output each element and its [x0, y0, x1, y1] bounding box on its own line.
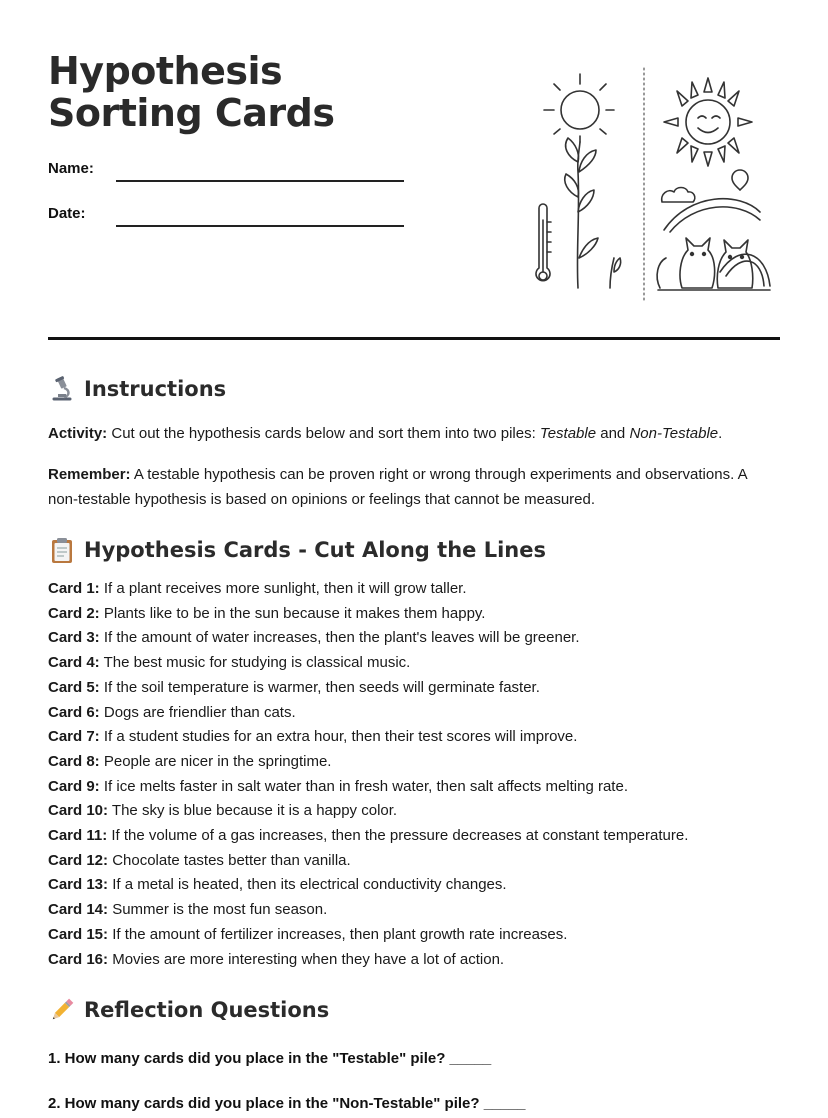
clipboard-icon [48, 536, 76, 564]
card-label: Card 13: [48, 876, 109, 894]
card-text: If a metal is heated, then its electrical conductivity changes. [108, 876, 507, 894]
list-item [48, 775, 780, 800]
cards-heading [48, 536, 546, 564]
sun-icon [544, 74, 614, 142]
list-item [48, 799, 780, 824]
card-text: If the amount of water increases, then the plant's leaves will be greener. [99, 629, 580, 647]
list-item [48, 577, 780, 602]
activity-period: . [718, 425, 723, 442]
instructions-heading-text: Instructions [84, 377, 227, 401]
cards-heading-text: Hypothesis Cards - Cut Along the Lines [84, 538, 546, 562]
list-item [48, 873, 780, 898]
worksheet-header [48, 50, 780, 340]
header-illustration [530, 62, 780, 304]
date-label: Date: [48, 205, 86, 222]
date-line [116, 225, 404, 227]
activity-paragraph [48, 421, 780, 446]
card-label: Card 8: [48, 752, 100, 770]
cloud-icon [662, 188, 695, 203]
hypothesis-card-list [48, 577, 780, 972]
card-text: If the amount of fertilizer increases, then plant growth rate increases. [108, 925, 568, 943]
card-label: Card 5: [48, 678, 100, 696]
list-item [48, 948, 780, 973]
card-label: Card 4: [48, 654, 100, 672]
card-text: Dogs are friendlier than cats. [99, 703, 296, 721]
card-text: Movies are more interesting when they have a lot of action. [108, 950, 505, 968]
list-item [48, 626, 780, 651]
list-item [48, 701, 780, 726]
list-item [48, 898, 780, 923]
activity-text: Cut out the hypothesis cards below and sort them into two piles: [107, 425, 540, 442]
card-label: Card 9: [48, 777, 100, 795]
card-label: Card 11: [48, 827, 108, 845]
card-text: Chocolate tastes better than vanilla. [108, 851, 351, 869]
card-label: Card 14: [48, 901, 109, 919]
date-field [48, 205, 408, 235]
card-label: Card 12: [48, 851, 109, 869]
balloon-icon [732, 170, 748, 190]
remember-paragraph [48, 462, 780, 512]
list-item [48, 849, 780, 874]
card-label: Card 2: [48, 604, 100, 622]
page-title: Hypothesis Sorting Cards [48, 49, 335, 135]
remember-text: A testable hypothesis can be proven right or wrong through experiments and observations. A non-testable hypothesis is based on opinions or feelings that cannot be measured. [48, 466, 747, 508]
card-text: If the volume of a gas increases, then the pressure decreases at constant temperature. [107, 827, 689, 845]
list-item [48, 750, 780, 775]
pencil-icon [48, 996, 76, 1024]
card-text: Summer is the most fun season. [108, 901, 328, 919]
card-text: If the soil temperature is warmer, then seeds will germinate faster. [99, 678, 540, 696]
reflection-question-1: 1. How many cards did you place in the "Testable" pile? _____ [48, 1050, 492, 1067]
card-text: If ice melts faster in salt water than in fresh water, then salt affects melting rate. [99, 777, 628, 795]
activity-label: Activity: [48, 425, 108, 442]
microscope-icon [48, 375, 76, 403]
list-item [48, 602, 780, 627]
card-text: If a plant receives more sunlight, then it will grow taller. [99, 580, 467, 597]
card-label: Card 6: [48, 703, 100, 721]
list-item [48, 824, 780, 849]
non-testable-term: Non-Testable [629, 425, 719, 442]
card-text: The best music for studying is classical music. [99, 654, 411, 672]
card-label: Card 3: [48, 629, 100, 647]
card-label: Card 15: [48, 925, 109, 943]
card-label: Card 1: [48, 580, 100, 597]
reflection-heading [48, 996, 329, 1024]
list-item [48, 651, 780, 676]
list-item [48, 725, 780, 750]
plant-icon [565, 138, 621, 288]
thermometer-icon [536, 204, 551, 281]
card-text: If a student studies for an extra hour, then their test scores will improve. [99, 728, 578, 746]
header-divider [48, 337, 780, 340]
list-item [48, 676, 780, 701]
remember-label: Remember: [48, 466, 131, 483]
list-item [48, 923, 780, 948]
card-label: Card 10: [48, 802, 109, 820]
instructions-heading [48, 375, 226, 403]
smiling-sun-icon [664, 78, 752, 166]
worksheet-page [48, 0, 780, 1118]
card-text: People are nicer in the springtime. [99, 752, 332, 770]
name-label: Name: [48, 160, 94, 177]
reflection-question-2: 2. How many cards did you place in the "Non-Testable" pile? _____ [48, 1095, 526, 1112]
activity-and: and [596, 425, 630, 442]
card-label: Card 7: [48, 728, 100, 746]
cats-icon [657, 238, 770, 290]
testable-term: Testable [539, 425, 597, 442]
reflection-heading-text: Reflection Questions [84, 998, 330, 1022]
card-text: Plants like to be in the sun because it makes them happy. [99, 604, 486, 622]
name-line [116, 180, 404, 182]
card-text: The sky is blue because it is a happy color. [108, 802, 398, 820]
card-label: Card 16: [48, 950, 109, 968]
name-field [48, 160, 408, 190]
